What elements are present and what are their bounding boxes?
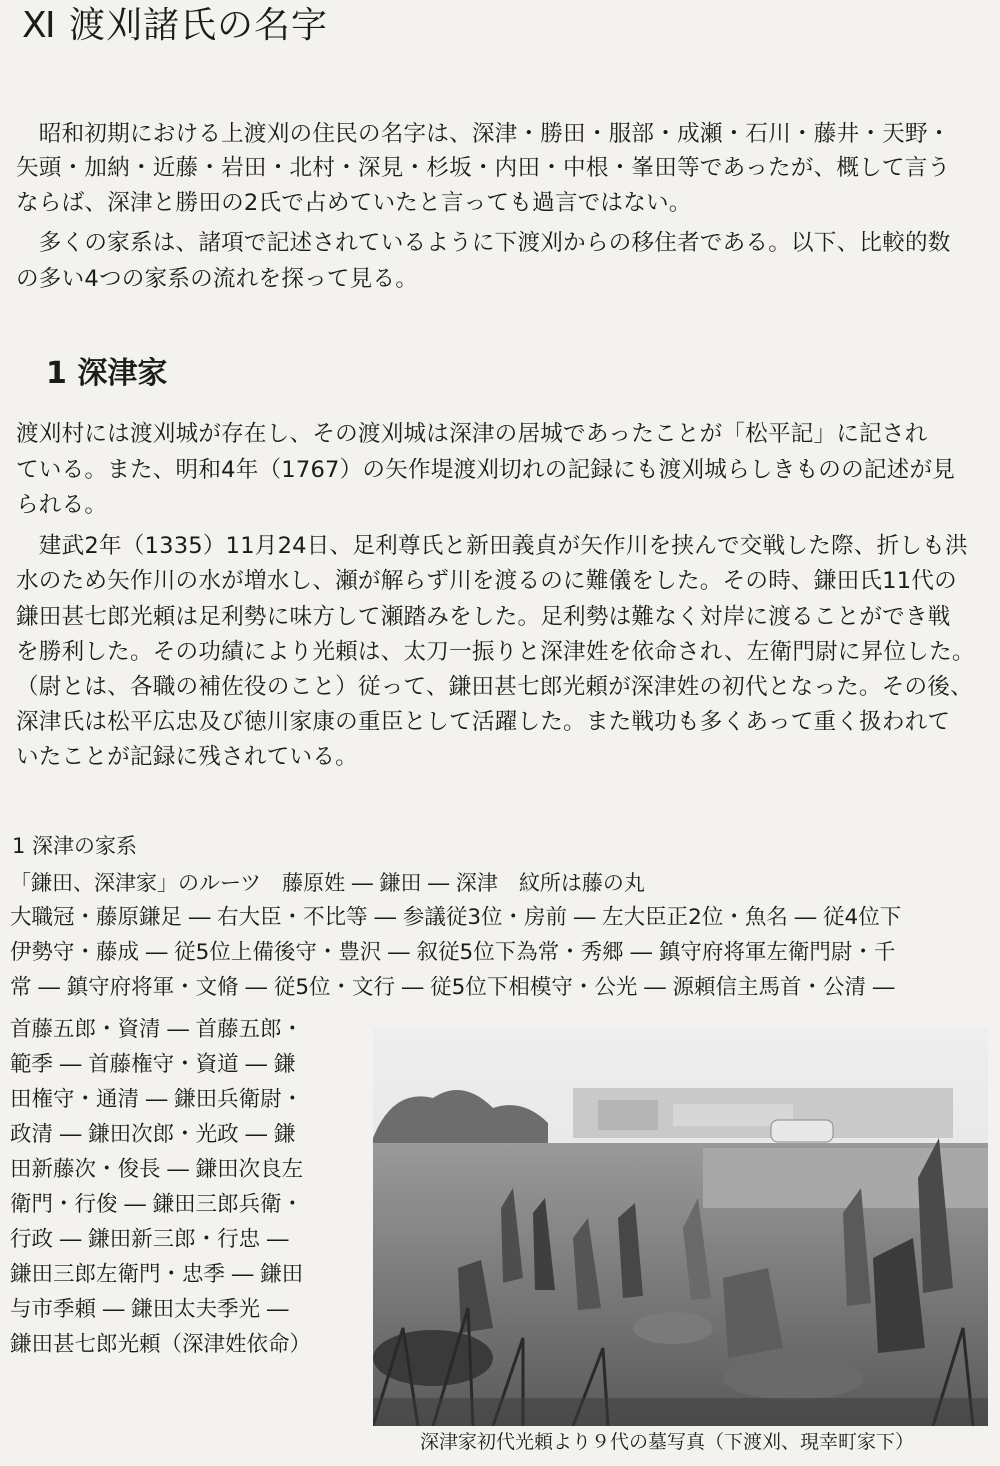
genealogy-line: 行政 ― 鎌田新三郎・行忠 ―	[10, 1227, 289, 1252]
text-line: いたことが記録に残されている。	[16, 744, 358, 770]
text-line: られる。	[16, 492, 108, 518]
genealogy-line: 常 ― 鎮守府将軍・文脩 ― 従5位・文行 ― 従5位下相模守・公光 ― 源頼信主馬首・公清 ―	[10, 975, 895, 1000]
genealogy-line: 鎌田三郎左衛門・忠季 ― 鎌田	[10, 1262, 304, 1287]
section-title: 1 深津家	[46, 356, 168, 391]
text-line: 渡刈村には渡刈城が存在し、その渡刈城は深津の居城であったことが「松平記」に記され	[16, 421, 928, 447]
genealogy-line: 衛門・行俊 ― 鎌田三郎兵衛・	[10, 1192, 304, 1217]
text-line: ならば、深津と勝田の2氏で占めていたと言っても過言ではない。	[16, 190, 692, 216]
genealogy-line: 大職冠・藤原鎌足 ― 右大臣・不比等 ― 参議従3位・房前 ― 左大臣正2位・魚名 ― 従4位下	[10, 905, 902, 930]
genealogy-heading: 1 深津の家系	[12, 834, 138, 858]
genealogy-line: 伊勢守・藤成 ― 従5位上備後守・豊沢 ― 叙従5位下為常・秀郷 ― 鎮守府将軍左衛門尉・千	[10, 940, 896, 965]
text-line: を勝利した。その功績により光頼は、太刀一振りと深津姓を依命され、左衛門尉に昇位した。	[16, 639, 975, 665]
genealogy-line: 田権守・通清 ― 鎌田兵衛尉・	[10, 1087, 304, 1112]
text-line: の多い4つの家系の流れを探って見る。	[16, 266, 419, 292]
text-line: 深津氏は松平広忠及び徳川家康の重臣として活躍した。また戦功も多くあって重く扱われて	[16, 709, 951, 735]
text-line: 昭和初期における上渡刈の住民の名字は、深津・勝田・服部・成瀬・石川・藤井・天野・	[16, 121, 951, 147]
genealogy-line: 範季 ― 首藤権守・資道 ― 鎌	[10, 1052, 296, 1077]
text-line: 鎌田甚七郎光頼は足利勢に味方して瀬踏みをした。足利勢は難なく対岸に渡ることができ戦	[16, 604, 951, 630]
genealogy-line: 田新藤次・俊長 ― 鎌田次良左	[10, 1157, 304, 1182]
chapter-title: Ⅺ 渡刈諸氏の名字	[22, 5, 329, 46]
grave-photo	[373, 1028, 988, 1426]
genealogy-line: 政清 ― 鎌田次郎・光政 ― 鎌	[10, 1122, 296, 1147]
photo-caption: 深津家初代光頼より９代の墓写真（下渡刈、現幸町家下）	[420, 1431, 915, 1453]
genealogy-line: 与市季頼 ― 鎌田太夫季光 ―	[10, 1297, 289, 1322]
genealogy-line: 「鎌田、深津家」のルーツ 藤原姓 ― 鎌田 ― 深津 紋所は藤の丸	[10, 871, 645, 895]
text-line: ている。また、明和4年（1767）の矢作堤渡刈切れの記録にも渡刈城らしきものの記述が見	[16, 457, 956, 483]
text-line: 建武2年（1335）11月24日、足利尊氏と新田義貞が矢作川を挟んで交戦した際、折しも洪	[16, 533, 968, 559]
text-line: 水のため矢作川の水が増水し、瀬が解らず川を渡るのに難儀をした。その時、鎌田氏11代の	[16, 568, 957, 594]
text-line: 矢頭・加納・近藤・岩田・北村・深見・杉坂・内田・中根・峯田等であったが、概して言う	[16, 155, 951, 181]
genealogy-line: 鎌田甚七郎光頼（深津姓依命）	[10, 1332, 312, 1357]
genealogy-line: 首藤五郎・資清 ― 首藤五郎・	[10, 1017, 304, 1042]
text-line: （尉とは、各職の補佐役のこと）従って、鎌田甚七郎光頼が深津姓の初代となった。その後、	[16, 674, 973, 700]
text-line: 多くの家系は、諸項で記述されているように下渡刈からの移住者である。以下、比較的数	[16, 230, 951, 256]
